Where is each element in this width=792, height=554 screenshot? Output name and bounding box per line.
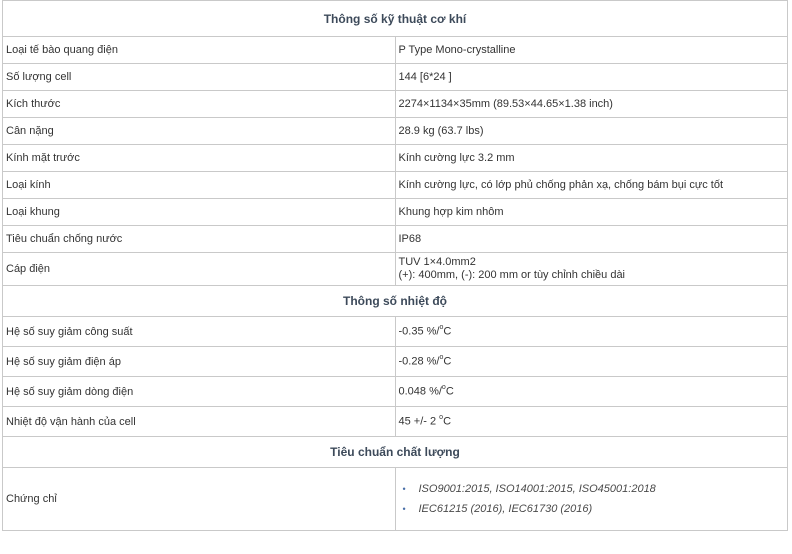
table-row [3, 91, 788, 118]
row-label: Nhiệt độ vận hành của cell [3, 407, 396, 437]
cable-length-line: (+): 400mm, (-): 200 mm or tùy chỉnh chiều dài [398, 269, 625, 281]
row-label: Chứng chỉ [3, 468, 396, 531]
row-value: Kính cường lực, có lớp phủ chống phản xạ, chống bám bụi cực tốt [395, 172, 788, 199]
row-label: Hệ số suy giảm dòng điện [3, 377, 396, 407]
certificate-text: IEC61215 (2016), IEC61730 (2016) [418, 503, 593, 515]
table-row [3, 468, 788, 531]
list-item [402, 499, 785, 519]
row-label: Cân nặng [3, 118, 396, 145]
degree-sup: o [439, 354, 444, 362]
value-text: -0.28 %/ [398, 355, 440, 368]
list-item [402, 479, 785, 499]
section-header-thermal: Thông số nhiệt độ [3, 286, 788, 317]
row-label: Số lượng cell [3, 64, 396, 91]
table-row [3, 64, 788, 91]
value-text: 45 +/- 2 [398, 415, 440, 428]
table-row [3, 253, 788, 286]
row-value: Kính cường lực 3.2 mm [395, 145, 788, 172]
table-row [3, 199, 788, 226]
table-row [3, 377, 788, 407]
table-row [3, 347, 788, 377]
row-value [395, 253, 788, 286]
row-value: 28.9 kg (63.7 lbs) [395, 118, 788, 145]
row-value: Khung hợp kim nhôm [395, 199, 788, 226]
unit-text: C [443, 355, 452, 368]
row-label: Hệ số suy giảm điện áp [3, 347, 396, 377]
value-text: -0.35 %/ [398, 325, 440, 338]
section-header-mechanical: Thông số kỹ thuật cơ khí [3, 1, 788, 37]
table-row [3, 172, 788, 199]
section-header-quality: Tiêu chuẩn chất lượng [3, 437, 788, 468]
certificate-list [399, 479, 785, 519]
table-row [3, 407, 788, 437]
table-row [3, 37, 788, 64]
row-value [395, 377, 788, 407]
row-label: Kích thước [3, 91, 396, 118]
unit-text: C [445, 385, 454, 398]
table-row [3, 226, 788, 253]
row-label: Loại kính [3, 172, 396, 199]
row-value [395, 407, 788, 437]
row-label: Hệ số suy giảm công suất [3, 317, 396, 347]
table-row [3, 145, 788, 172]
row-label: Tiêu chuẩn chống nước [3, 226, 396, 253]
degree-sup: o [441, 384, 446, 392]
row-label: Kính mặt trước [3, 145, 396, 172]
certificate-text: ISO9001:2015, ISO14001:2015, ISO45001:2018 [418, 483, 656, 495]
degree-sup: o [439, 324, 444, 332]
row-label: Loại tế bào quang điện [3, 37, 396, 64]
table-row [3, 317, 788, 347]
value-text: 0.048 %/ [398, 385, 442, 398]
bullet-icon: • [402, 504, 406, 514]
row-value: 144 [6*24 ] [395, 64, 788, 91]
row-value: P Type Mono-crystalline [395, 37, 788, 64]
row-value [395, 317, 788, 347]
row-label: Loại khung [3, 199, 396, 226]
degree-sup: o [439, 414, 444, 422]
unit-text: C [443, 325, 452, 338]
row-value [395, 347, 788, 377]
cable-spec-line: TUV 1×4.0mm2 [398, 256, 476, 268]
row-value: IP68 [395, 226, 788, 253]
unit-text: C [443, 415, 452, 428]
table-row [3, 118, 788, 145]
row-value: 2274×1134×35mm (89.53×44.65×1.38 inch) [395, 91, 788, 118]
row-label: Cáp điện [3, 253, 396, 286]
row-value [395, 468, 788, 531]
spec-table [2, 0, 788, 531]
bullet-icon: • [402, 484, 406, 494]
